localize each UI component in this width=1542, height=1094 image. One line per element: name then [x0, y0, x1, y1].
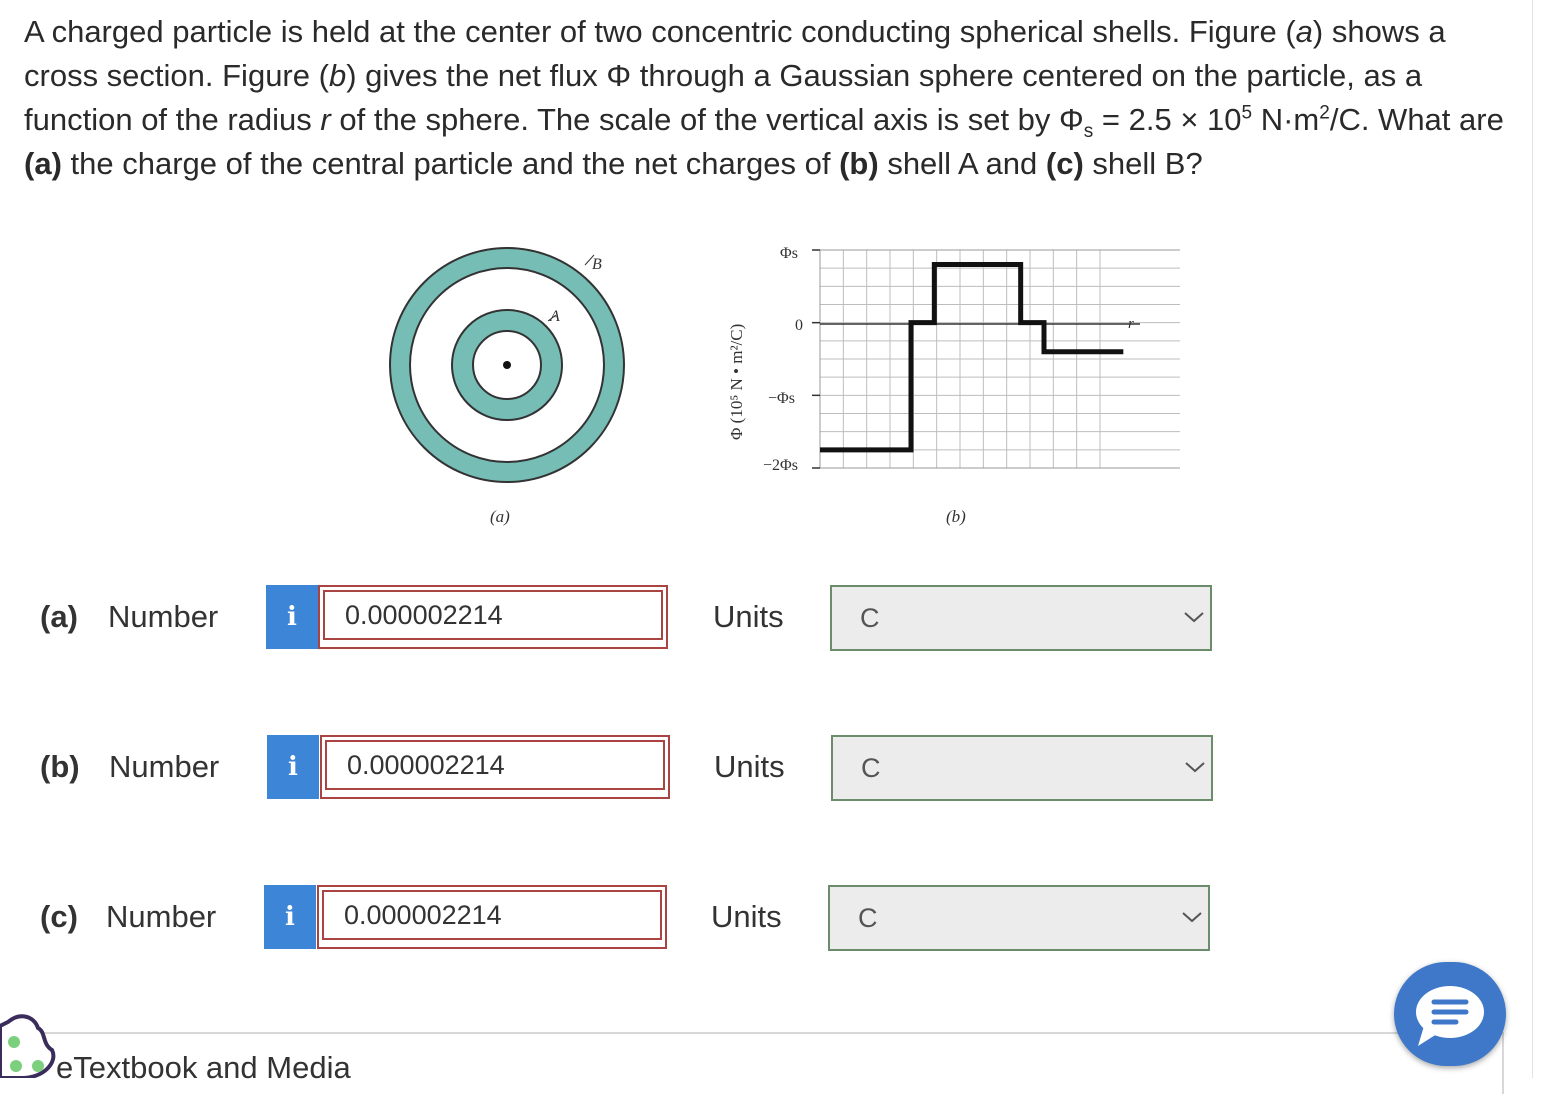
y-tick-phis: Φs	[780, 245, 798, 262]
part-label: (a)	[40, 599, 78, 634]
chevron-down-icon	[1183, 757, 1207, 777]
cookie-icon[interactable]	[0, 1010, 70, 1078]
info-icon[interactable]: i	[267, 735, 319, 799]
info-icon[interactable]: i	[264, 885, 316, 949]
units-select-b[interactable]	[831, 735, 1213, 801]
chat-icon	[1394, 962, 1506, 1066]
x-axis-label: r	[1128, 316, 1134, 332]
shells-diagram	[390, 248, 624, 526]
chevron-down-icon	[1180, 907, 1204, 927]
part-label: (b)	[40, 749, 80, 784]
figure-svg	[380, 225, 1180, 545]
flux-chart	[727, 245, 1180, 526]
answer-row-c	[40, 885, 1220, 951]
units-label: Units	[711, 899, 782, 934]
units-select-a[interactable]	[830, 585, 1212, 651]
number-input-c[interactable]	[322, 890, 662, 940]
number-label: Number	[106, 899, 217, 934]
question-text: A charged particle is held at the center of two concentric conducting spherical shells. Figure (a) shows a cross section. Figure (b) gives the net flux Φ through a Gaussian sphere centered on the particle, as a function of the radius r of the sphere. The scale of the vertical axis is set by $\Phi_s = 2.5 \times 10^5$ $N\cdot m^2/C$. What are (a) the charge of the central particle and the net charges of (b) shell A and (c) shell B?	[24, 14, 1504, 181]
number-input-a[interactable]	[323, 590, 663, 640]
units-selected-value: C	[860, 603, 880, 633]
chevron-down-icon	[1182, 607, 1206, 627]
y-tick-neg2-phis: −2Φs	[763, 457, 798, 474]
shell-b-label: B	[592, 256, 602, 273]
shell-a-label: A	[550, 308, 560, 325]
central-particle	[503, 361, 511, 369]
textbook-media-link[interactable]: eTextbook and Media	[56, 1050, 351, 1085]
chart-grid	[812, 250, 1180, 468]
number-label: Number	[109, 749, 220, 784]
answer-row-a	[40, 585, 1220, 651]
answer-field-c	[317, 885, 667, 949]
caption-b: (b)	[946, 507, 966, 526]
answer-field-a	[318, 585, 668, 649]
info-icon[interactable]: i	[266, 585, 318, 649]
figure	[380, 225, 1180, 545]
part-label: (c)	[40, 899, 78, 934]
caption-a: (a)	[490, 507, 510, 526]
units-selected-value: C	[861, 753, 881, 783]
units-selected-value: C	[858, 903, 878, 933]
page-right-border	[1532, 0, 1533, 1078]
units-select-c[interactable]	[828, 885, 1210, 951]
y-tick-neg-phis: −Φs	[768, 390, 795, 407]
y-axis-label: Φ (10⁵ N • m²/C)	[727, 323, 746, 440]
answer-field-b	[320, 735, 670, 799]
chat-button[interactable]	[1394, 962, 1506, 1066]
number-label: Number	[108, 599, 219, 634]
units-label: Units	[713, 599, 784, 634]
flux-series-line	[820, 265, 1123, 450]
number-input-b[interactable]	[325, 740, 665, 790]
y-tick-zero: 0	[795, 317, 803, 334]
answer-row-b	[40, 735, 1220, 801]
units-label: Units	[714, 749, 785, 784]
